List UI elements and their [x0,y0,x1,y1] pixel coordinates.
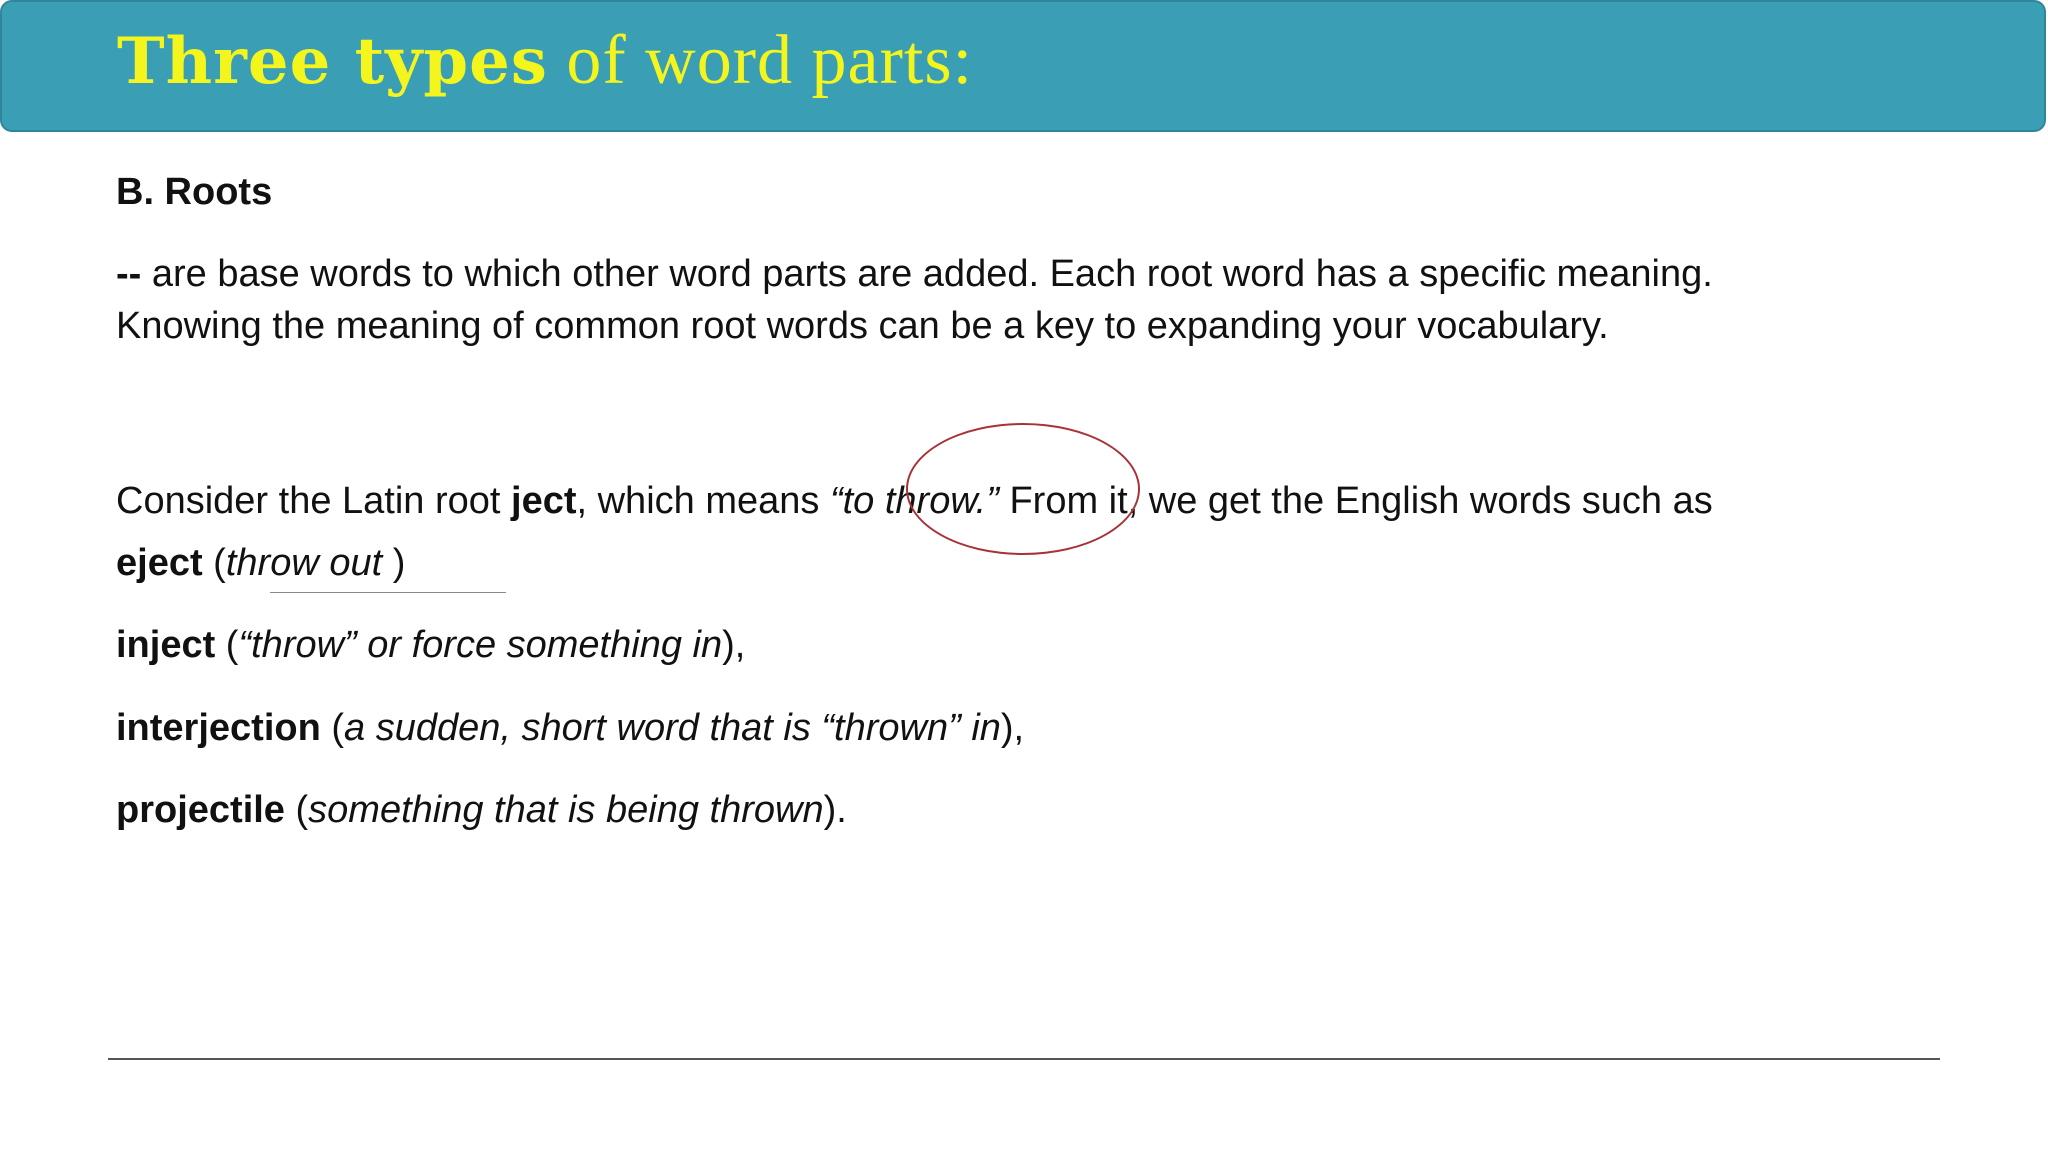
example-close-paren: ), [1000,707,1025,749]
root-meaning: “to throw.” [829,480,999,522]
example-word: interjection [116,707,321,749]
ink-underline-annotation [270,592,506,593]
example-close-paren: ) [392,542,406,584]
example-word: inject [116,624,216,666]
example-meaning: a sudden, short word that is “thrown” in [344,707,1001,749]
example-word: eject [116,542,203,584]
example-projectile [116,784,847,836]
example-open-paren: ( [320,707,345,749]
example-word: projectile [116,789,285,831]
section-heading: B. Roots [116,171,273,213]
example-meaning: “throw” or force something in [238,624,723,666]
root-word: ject [511,480,577,522]
example-meaning: something that is being thrown [308,789,824,831]
example-close-paren: ), [722,624,746,666]
consider-prefix: Consider the Latin root [116,480,512,522]
definition-dash: -- [116,253,142,295]
slide-title [117,16,973,107]
title-bar [0,0,2046,132]
title-bold-part: Three types [117,24,548,99]
title-normal-part: of word parts: [547,22,974,99]
example-eject [116,537,405,589]
definition-paragraph [116,248,1713,352]
example-close-paren: ). [823,789,847,831]
consider-line [116,475,1713,527]
consider-suffix: From it, we get the English words such as [998,480,1713,522]
example-interjection [116,702,1024,754]
definition-line-2: Knowing the meaning of common root words can be a key to expanding your vocabulary. [116,305,1609,347]
bottom-divider [108,1058,1940,1060]
definition-line-1 [116,248,1713,300]
example-open-paren: ( [215,624,239,666]
consider-middle: , which means [576,480,830,522]
example-open-paren: ( [202,542,226,584]
example-meaning: throw out [225,542,393,584]
definition-line-1-text: are base words to which other word parts are added. Each root word has a specific meaning. [141,253,1713,295]
example-open-paren: ( [284,789,309,831]
example-inject [116,619,745,671]
